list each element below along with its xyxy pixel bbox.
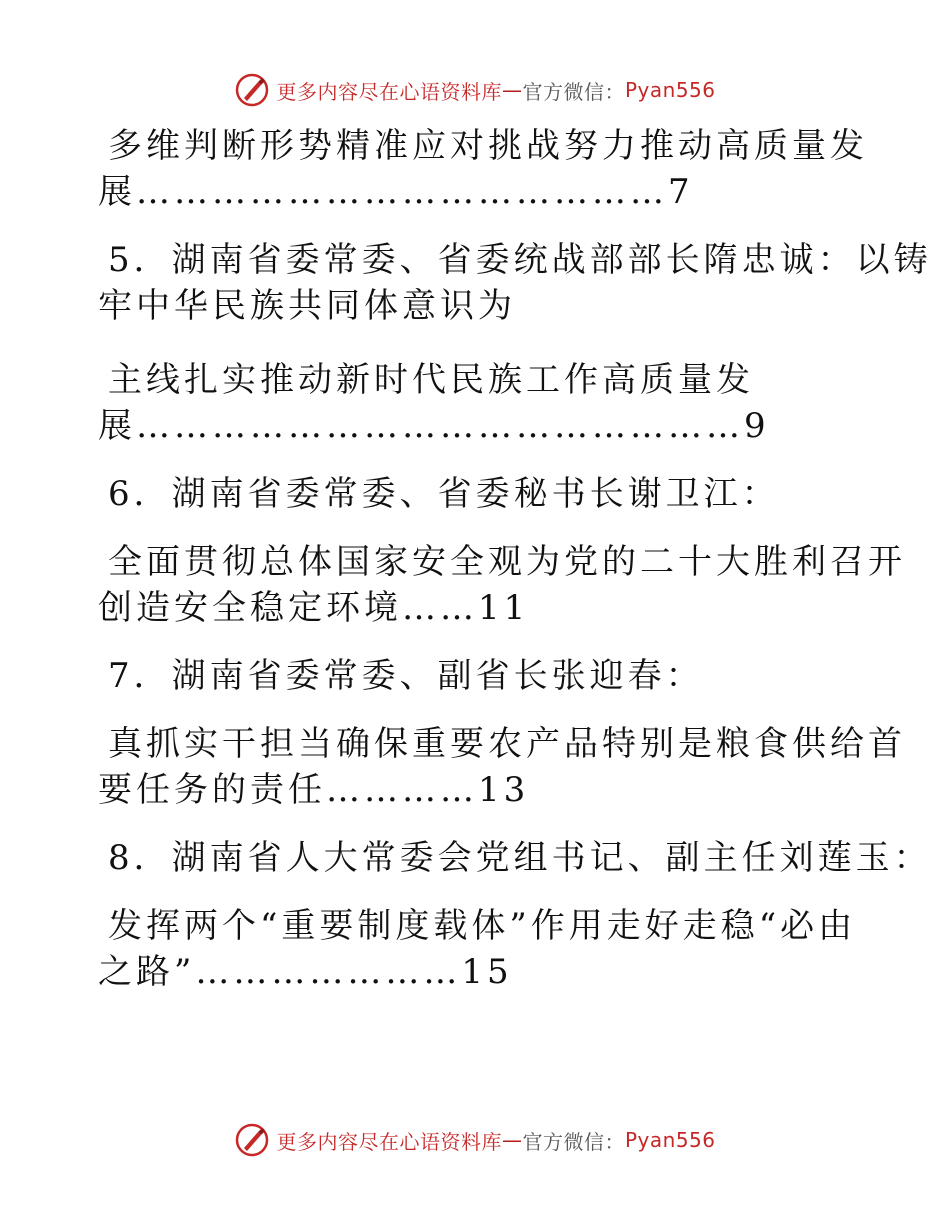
banner-text: 更多内容尽在心语资料库 [276, 79, 502, 104]
toc-entry-heading: 5．湖南省委常委、省委统战部部长隋忠诚：以铸 [108, 240, 932, 280]
toc-entry-heading: 6．湖南省委常委、省委秘书长谢卫江： [108, 474, 780, 514]
toc-line: 全面贯彻总体国家安全观为党的二十大胜利召开 [108, 542, 906, 582]
toc-line: 真抓实干担当确保重要农产品特别是粮食供给首 [108, 724, 906, 764]
toc-line: 多维判断形势精准应对挑战努力推动高质量发 [108, 126, 868, 166]
footer-watermark-banner [0, 1120, 950, 1160]
banner-text: 更多内容尽在心语资料库 [276, 1129, 502, 1154]
toc-line: 展……………………………………7 [98, 172, 694, 212]
pen-seal-logo-icon [234, 1122, 270, 1158]
toc-line: 主线扎实推动新时代民族工作高质量发 [108, 360, 754, 400]
toc-content [98, 123, 932, 995]
pen-seal-logo-icon [234, 72, 270, 108]
toc-line: 之路”…………………15 [98, 952, 513, 992]
toc-line: 创造安全稳定环境……11 [98, 588, 530, 628]
toc-line: 牢中华民族共同体意识为 [98, 286, 516, 326]
toc-line: 要任务的责任…………13 [98, 770, 530, 810]
toc-line: 发挥两个“重要制度载体”作用走好走稳“必由 [108, 906, 857, 946]
banner-official-label: 官方微信： [522, 1129, 625, 1154]
toc-entry-heading: 8．湖南省人大常委会党组书记、副主任刘莲玉： [108, 838, 932, 878]
banner-dash: — [501, 1128, 523, 1152]
banner-dash: — [501, 78, 523, 102]
toc-entry-heading: 7．湖南省委常委、副省长张迎春： [108, 656, 704, 696]
banner-wechat-id: Pyan556 [624, 1128, 716, 1152]
banner-wechat-id: Pyan556 [624, 78, 716, 102]
toc-line: 展…………………………………………9 [98, 406, 770, 446]
header-watermark-banner [0, 70, 950, 110]
banner-official-label: 官方微信： [522, 79, 625, 104]
